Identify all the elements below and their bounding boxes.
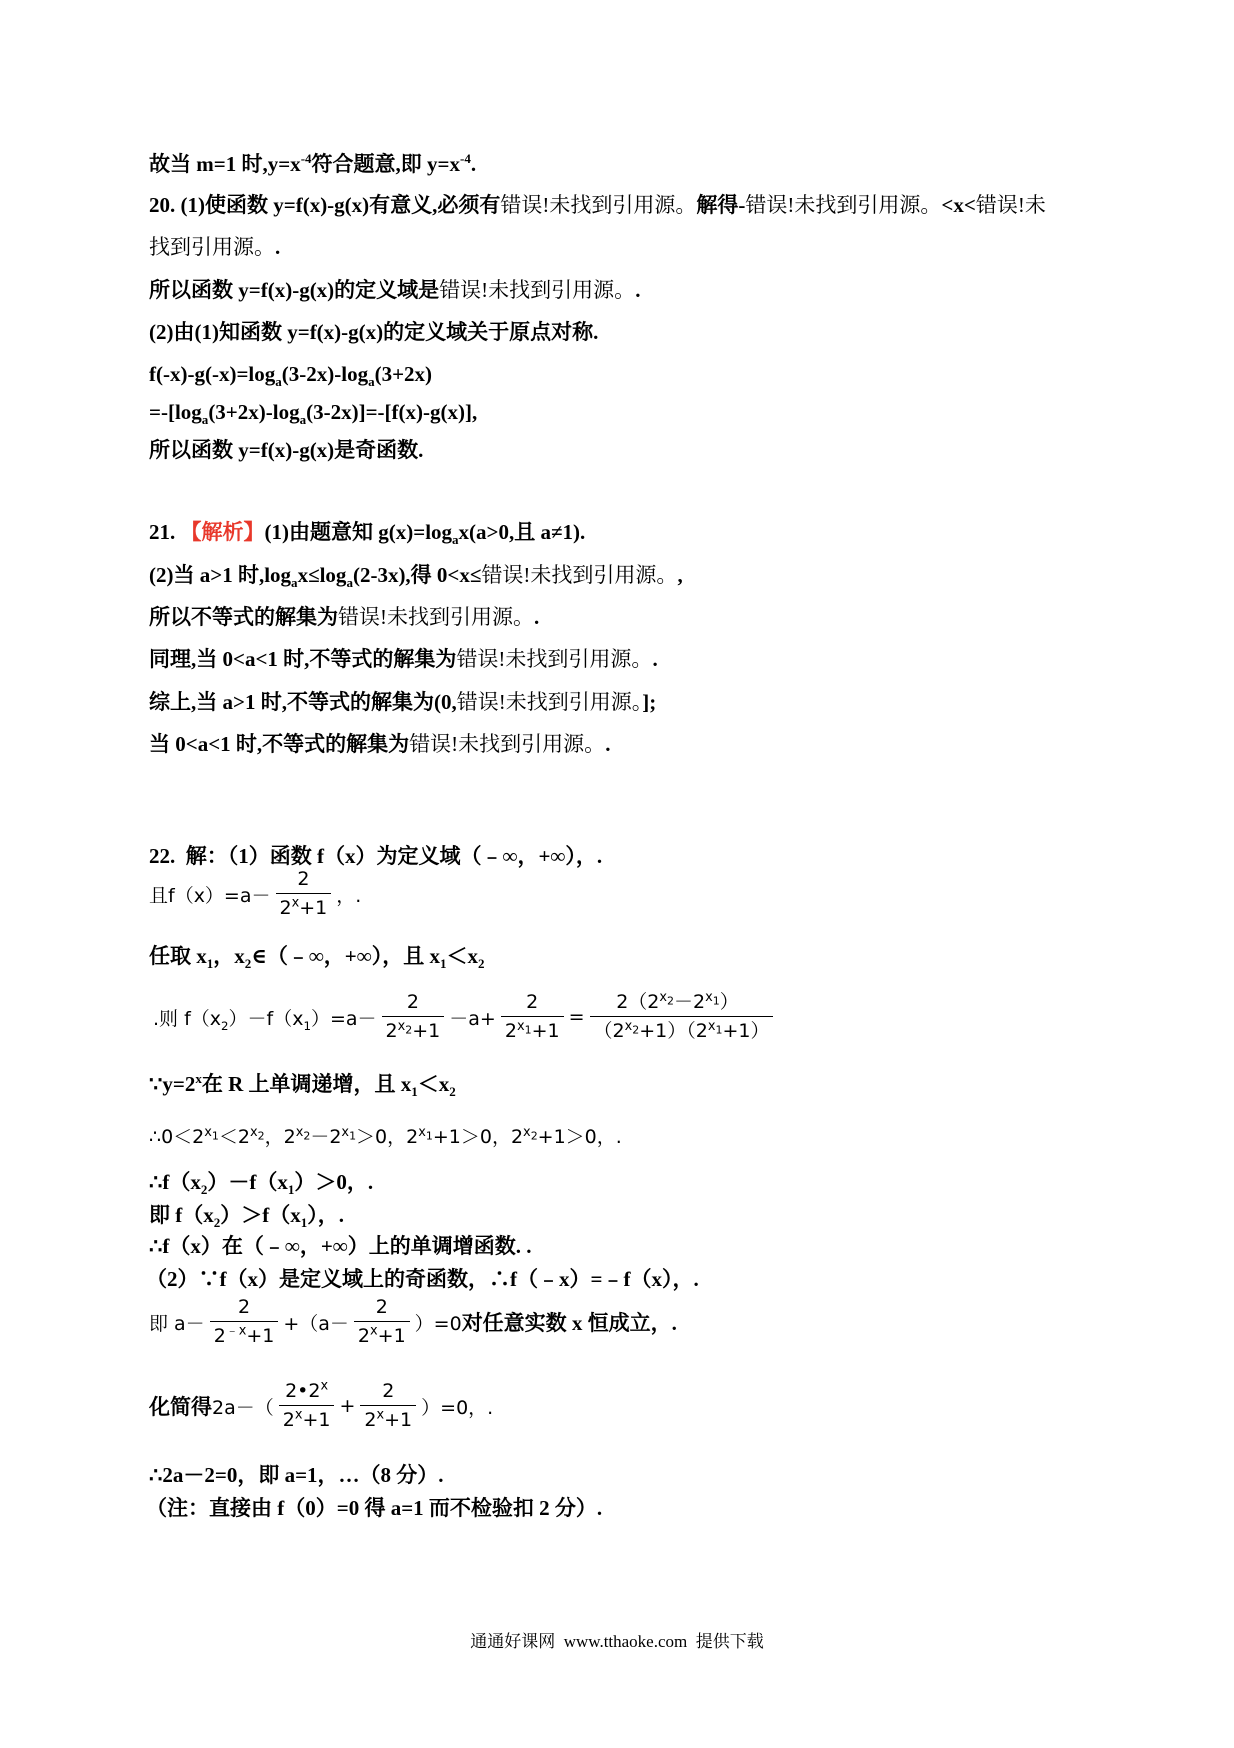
text-segment: 符合题意,即 y=x (311, 152, 460, 176)
error-reference: 错误!未找到引用源。 (409, 732, 606, 756)
subscript: 1 (303, 1018, 311, 1033)
exponent (418, 1124, 433, 1143)
exponent: x (294, 1407, 303, 1423)
exponent-subscript: 2 (405, 1023, 413, 1037)
fraction-numerator: 2 (501, 990, 564, 1017)
subscript: a (299, 412, 307, 428)
q22-part1-conclusion-line (149, 1233, 532, 1259)
subscript: a (346, 575, 353, 591)
text-segment: ∴2a－2=0，即 a=1，…（8 分）. (149, 1463, 444, 1487)
exponent (204, 1124, 219, 1143)
exponent (249, 1124, 265, 1143)
exponent-variable: x (705, 989, 713, 1005)
q22-simplify-line (149, 1376, 493, 1436)
text-segment: 2a－（ (212, 1396, 274, 1419)
subscript: 1 (287, 1182, 295, 1198)
q21-line-5 (149, 689, 656, 715)
text-segment: －a+ (449, 1007, 496, 1030)
exponent (516, 1018, 532, 1037)
fraction (382, 990, 445, 1043)
fraction-denominator (276, 894, 332, 921)
fraction-denominator (210, 1322, 279, 1349)
text-segment: +1＞0，. (537, 1126, 622, 1148)
text-segment: 且f（x）=a－ (149, 884, 271, 907)
subscript: a (452, 532, 459, 548)
fraction (354, 1295, 410, 1348)
exponent-variable: x (341, 1124, 350, 1140)
fraction (210, 1295, 279, 1348)
text-segment: +（a－ (283, 1312, 349, 1335)
denominator-tail: +1 (412, 1020, 441, 1042)
text-segment: ]; (642, 690, 657, 714)
fraction-numerator: 2 (354, 1295, 410, 1322)
q20-line-1 (149, 192, 1046, 218)
subscript: a (201, 412, 209, 428)
text-segment: 所以不等式的解集为 (149, 605, 338, 629)
exponent-subscript: 2 (303, 1129, 311, 1143)
exponent-subscript: 2 (530, 1129, 538, 1143)
subscript: a (291, 575, 298, 591)
text-segment: x≤log (297, 563, 347, 587)
exponent-subscript: 1 (349, 1129, 357, 1143)
q22-part2-line-1 (146, 1266, 699, 1292)
text-segment: 任取 x (149, 944, 207, 968)
exponent (397, 1018, 413, 1037)
subscript: a (368, 374, 375, 390)
text-segment: (2)当 a>1 时,log (149, 563, 292, 587)
text-segment: 故当 m=1 时,y=x (149, 152, 301, 176)
q22-comparison-line (149, 1202, 345, 1231)
error-reference: 错误!未找到引用源。 (456, 690, 643, 714)
error-reference: 错误!未找到引用源。 (500, 193, 697, 217)
subscript: a (275, 374, 282, 390)
superscript: -4 (460, 151, 471, 166)
text-segment: 所以函数 y=f(x)-g(x)的定义域是 (149, 278, 440, 302)
exponent: x (370, 1323, 378, 1339)
text-segment: ）－f（x (207, 1170, 288, 1194)
text-segment: ＜x (417, 1072, 450, 1096)
exponent (659, 989, 675, 1008)
text-segment: ）=0 (414, 1312, 462, 1335)
fraction-denominator (590, 1017, 774, 1044)
q20-line-5 (149, 361, 433, 390)
text-segment: 所以函数 y=f(x)-g(x)是奇函数. (149, 438, 424, 462)
text-segment: 2（2 (616, 991, 660, 1014)
text-segment: 综上,当 a>1 时,不等式的解集为(0, (149, 690, 457, 714)
q21-line-6 (149, 731, 610, 757)
text-segment: 即 a－ (149, 1312, 205, 1335)
denominator-tail: +1 (377, 1325, 406, 1347)
error-reference: 错误!未找到引用源。 (481, 563, 678, 587)
exponent-variable: x (707, 1018, 716, 1034)
text-segment: （2）∵f（x）是定义域上的奇函数，∴f（﹣x）=﹣f（x），. (146, 1267, 699, 1291)
text-segment (153, 1004, 377, 1031)
exponent (341, 1124, 357, 1143)
text-segment: 在 R 上单调递增，且 x (201, 1072, 412, 1096)
power-base: 2 (213, 1325, 226, 1347)
denominator-tail: +1 (299, 897, 328, 919)
text-segment: ∈（﹣∞，+∞），且 x (251, 944, 440, 968)
q22-function-definition-line (149, 866, 361, 922)
text-segment: ）＞f（x (220, 1203, 301, 1227)
fraction-denominator (279, 1406, 335, 1433)
subscript: 2 (244, 956, 252, 972)
exponent-variable: x (295, 1124, 304, 1140)
fraction-numerator (279, 1379, 335, 1406)
exponent-variable: x (204, 1124, 212, 1140)
text-segment: ∵y=2 (149, 1072, 196, 1096)
text-segment: 同理,当 0<a<1 时,不等式的解集为 (149, 647, 457, 671)
text-segment: =-[log (149, 400, 202, 424)
exponent-subscript: 1 (715, 1023, 723, 1037)
exponent-subscript: 1 (712, 994, 720, 1008)
q21-line-3 (149, 604, 539, 630)
exponent (295, 1124, 311, 1143)
fraction-numerator: 2 (360, 1379, 416, 1406)
fraction-denominator (360, 1406, 416, 1433)
exponent-variable: x (659, 989, 668, 1005)
q22-monotonic-reason-line (149, 1071, 456, 1100)
exponent: x (320, 1378, 329, 1394)
text-segment: . (470, 152, 477, 176)
q22-difference-line (153, 980, 778, 1054)
q19-conclusion-line (149, 151, 476, 177)
error-reference: 错误!未 (975, 193, 1046, 217)
text-segment: ）－f（x (228, 1007, 304, 1030)
text-segment: ），. (307, 1203, 345, 1227)
exponent-variable: x (516, 1018, 525, 1034)
text-segment: －2 (310, 1126, 342, 1148)
plus-sign: + (339, 1395, 356, 1417)
text-segment: ） (719, 991, 739, 1014)
denominator-tail: +1 (531, 1020, 560, 1042)
text-segment: (2-3x),得 0<x≤ (352, 563, 482, 587)
fraction-numerator: 2 (276, 867, 332, 894)
exponent-subscript: 2 (257, 1129, 265, 1143)
text-segment: 化简得 (149, 1395, 212, 1419)
text-segment: . (275, 235, 281, 259)
exponent (624, 1018, 640, 1037)
exponent-variable: x (624, 1018, 633, 1034)
error-reference: 错误!未找到引用源。 (338, 605, 534, 629)
text-segment: ）＞0，. (294, 1170, 374, 1194)
text-segment: 20. (1)使函数 y=f(x)-g(x)有意义,必须有 (149, 193, 501, 217)
equals-sign: = (568, 1006, 585, 1028)
q22-note-line (146, 1495, 602, 1521)
text-segment: 2•2 (285, 1380, 321, 1403)
fraction-denominator (382, 1017, 445, 1044)
text-segment: 对任意实数 x 恒成立，. (461, 1311, 677, 1335)
text-segment: . (635, 278, 641, 302)
text-segment: (3-2x)-log (281, 362, 369, 386)
text-segment: ∴f（x）在（﹣∞，+∞）上的单调增函数. . (149, 1234, 532, 1258)
fraction (501, 990, 564, 1043)
text-segment: ，2 (264, 1126, 296, 1148)
text-segment: f(-x)-g(-x)=log (149, 362, 276, 386)
q20-line-2 (149, 234, 280, 260)
exponent (707, 1018, 723, 1037)
exponent (523, 1124, 538, 1143)
error-reference: 错误!未找到引用源。 (745, 193, 942, 217)
denominator-tail: +1 (384, 1409, 413, 1431)
fraction (360, 1379, 416, 1432)
subscript: 1 (411, 1084, 418, 1100)
text-segment: <x< (941, 193, 976, 217)
exponent-subscript: 1 (425, 1129, 433, 1143)
exponent-subscript: 2 (667, 994, 675, 1008)
q21-line-4 (149, 646, 658, 672)
text-segment: ∴0＜2 (149, 1126, 205, 1148)
fraction-numerator: 2 (210, 1295, 279, 1322)
text-segment: ＜x (446, 944, 478, 968)
text-segment: , (677, 563, 683, 587)
q21-line-2 (149, 562, 683, 591)
exponent-variable: x (249, 1124, 258, 1140)
text-segment: ）=0，. (421, 1396, 494, 1419)
text-segment: 当 0<a<1 时,不等式的解集为 (149, 732, 410, 756)
fraction-numerator (590, 990, 774, 1017)
q21-line-1 (149, 519, 586, 548)
exponent: x (291, 895, 300, 911)
text-segment: （注：直接由 f（0）=0 得 a=1 而不检验扣 2 分）. (146, 1496, 603, 1520)
error-reference: 错误!未找到引用源。 (439, 278, 636, 302)
subscript: 1 (300, 1215, 308, 1231)
fraction-numerator: 2 (382, 990, 445, 1017)
text-segment: (3-2x)]=-[f(x)-g(x)], (306, 400, 478, 424)
subscript: 2 (478, 956, 485, 972)
q22-difference-positive-line (149, 1169, 374, 1198)
q22-line-3 (149, 943, 485, 972)
text-segment: . (652, 647, 658, 671)
fraction (590, 990, 774, 1043)
subscript: 2 (200, 1182, 208, 1198)
error-reference: 找到引用源。 (149, 235, 275, 259)
exponent-variable: x (397, 1018, 406, 1034)
text-segment: (3+2x)-log (208, 400, 300, 424)
subscript: 2 (449, 1084, 456, 1100)
q22-inequality-line (149, 1124, 622, 1150)
subscript: 1 (439, 956, 447, 972)
text-segment: ＞0，2 (356, 1126, 419, 1148)
q22-odd-function-equation-line (149, 1292, 677, 1352)
text-segment: (2)由(1)知函数 y=f(x)-g(x)的定义域关于原点对称. (149, 320, 599, 344)
subscript: 2 (221, 1018, 229, 1033)
power-base: 2 (385, 1020, 398, 1042)
exponent-subscript: 2 (632, 1023, 640, 1037)
text-segment: 22. 解：（1）函数 f（x）为定义域（﹣∞，+∞），. (149, 844, 603, 868)
denominator-tail: +1 (302, 1409, 331, 1431)
page-footer: 通通好课网 www.tthaoke.com 提供下载 (470, 1632, 764, 1651)
q20-line-4 (149, 319, 598, 345)
superscript: x (195, 1071, 202, 1086)
subscript: 1 (206, 956, 214, 972)
power-base: 2 (364, 1409, 377, 1431)
text-segment: 解得- (696, 193, 746, 217)
text-segment: (3+2x) (374, 362, 433, 386)
power-base: 2 (504, 1020, 517, 1042)
q20-line-6 (149, 399, 478, 428)
text-segment: +1）（2 (639, 1020, 708, 1042)
text-segment: . (534, 605, 540, 629)
text-segment: ∴f（x (149, 1170, 201, 1194)
text-segment: －2 (674, 991, 706, 1014)
text-segment: ＜2 (218, 1126, 250, 1148)
exponent: x (376, 1407, 385, 1423)
exponent (705, 989, 720, 1008)
text-segment: . (605, 732, 611, 756)
text-segment: 21. (149, 520, 181, 544)
fraction-denominator (354, 1322, 410, 1349)
text-segment: +1） (722, 1020, 770, 1042)
text-segment: x(a>0,且 a≠1). (458, 520, 586, 544)
fraction (279, 1379, 335, 1432)
text-segment: （2 (593, 1020, 625, 1042)
exponent-subscript: 1 (524, 1023, 532, 1037)
power-base: 2 (279, 897, 292, 919)
q22-answer-line (149, 1462, 444, 1488)
subscript: 2 (213, 1215, 221, 1231)
exponent-variable: x (418, 1124, 426, 1140)
error-reference: 错误!未找到引用源。 (456, 647, 653, 671)
analysis-label: 【解析】 (180, 520, 265, 544)
text-segment: +1＞0，2 (432, 1126, 524, 1148)
text-segment: (1)由题意知 g(x)=log (264, 520, 453, 544)
fraction-denominator (501, 1017, 564, 1044)
text-segment: 即 f（x (149, 1203, 214, 1227)
text-segment: .则 f（x (153, 1007, 222, 1030)
superscript: -4 (300, 151, 312, 166)
exponent-subscript: 1 (211, 1129, 219, 1143)
q20-line-7 (149, 437, 423, 463)
power-base: 2 (357, 1325, 371, 1347)
power-base: 2 (282, 1409, 295, 1431)
text-segment: ，x (213, 944, 245, 968)
denominator-tail: +1 (246, 1325, 275, 1347)
text-segment: ，. (336, 884, 362, 907)
exponent-variable: x (523, 1124, 531, 1140)
fraction (276, 867, 332, 920)
exponent: ﹣x (225, 1323, 247, 1339)
q20-line-3 (149, 277, 640, 303)
text-segment: ）=a－ (310, 1007, 377, 1030)
